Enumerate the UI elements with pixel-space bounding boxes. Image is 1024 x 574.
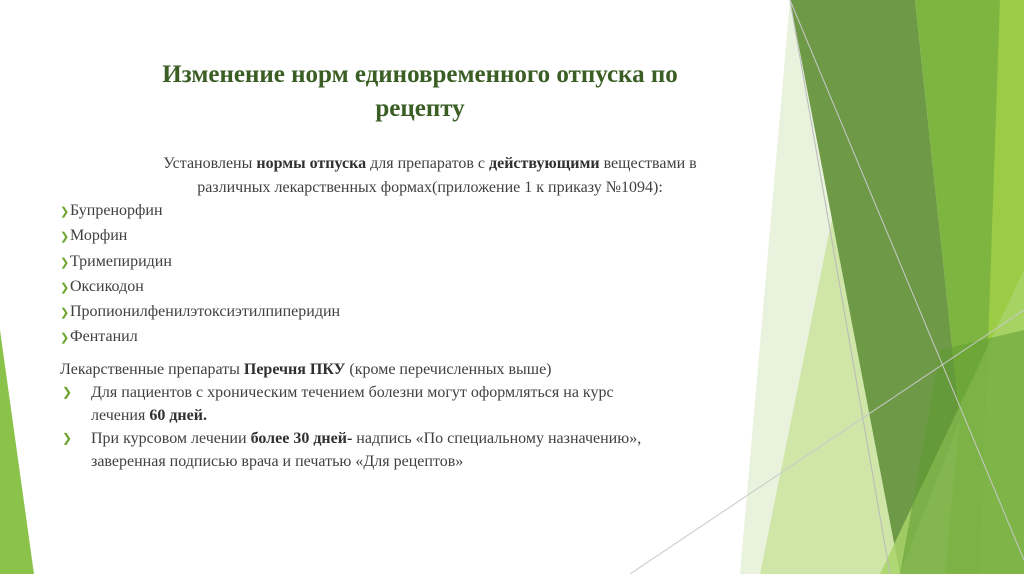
pku-paragraph	[60, 358, 552, 382]
pku-bullet-list	[60, 381, 780, 473]
list-item	[60, 427, 780, 473]
intro-text-1: Установлены	[163, 155, 257, 172]
list-item	[60, 275, 340, 300]
intro-paragraph	[60, 152, 800, 200]
bullet-2-line-1	[91, 427, 780, 450]
check-arrow-icon: ❯	[60, 231, 70, 244]
intro-text-3: веществами в	[599, 155, 697, 172]
substance-name: Морфин	[70, 227, 128, 245]
substance-name: Фентанил	[70, 328, 138, 346]
list-item	[60, 381, 780, 427]
list-item	[60, 199, 340, 224]
arrow-bullet-icon: ❯	[62, 431, 73, 445]
check-arrow-icon: ❯	[60, 281, 70, 294]
bullet-1-text: лечения	[91, 407, 150, 424]
arrow-bullet-icon: ❯	[62, 385, 73, 399]
bullet-1-line-2	[91, 404, 780, 427]
intro-text-2: для препаратов с	[366, 155, 490, 172]
substance-name: Пропионилфенилэтоксиэтилпиперидин	[70, 303, 341, 321]
slide-title-line-1: Изменение норм единовременного отпуска по	[162, 61, 678, 88]
intro-bold-1: нормы отпуска	[256, 155, 367, 172]
bullet-1-bold: 60 дней.	[149, 407, 207, 424]
list-item	[60, 224, 340, 249]
bullet-2-text-2: надпись «По специальному назначению»,	[352, 430, 642, 447]
pku-text-1: Лекарственные препараты	[60, 361, 244, 378]
bullet-2-bold: более 30 дней-	[250, 430, 353, 447]
list-item	[60, 300, 340, 325]
substance-list	[60, 199, 340, 351]
pku-text-2: (кроме перечисленных выше)	[345, 361, 552, 378]
intro-line-2: различных лекарственных формах(приложение 1 к приказу №1094):	[197, 179, 663, 196]
bullet-2-text-1: При курсовом лечении	[91, 430, 251, 447]
intro-line-1	[60, 152, 800, 176]
substance-name: Бупренорфин	[70, 202, 163, 219]
pku-bold: Перечня ПКУ	[243, 361, 346, 378]
bullet-2-line-2: заверенная подписью врача и печатью «Для рецептов»	[91, 453, 464, 470]
slide-title	[100, 58, 740, 126]
left-edge-accent	[0, 330, 34, 574]
substance-name: Тримепиридин	[70, 252, 172, 270]
intro-bold-2: действующими	[489, 155, 600, 172]
list-item	[60, 250, 340, 275]
check-arrow-icon: ❯	[60, 332, 70, 345]
slide-title-line-2: рецепту	[375, 95, 465, 122]
bullet-1-line-1: Для пациентов с хроническим течением болезни могут оформляться на курс	[91, 384, 614, 401]
check-arrow-icon: ❯	[60, 206, 70, 218]
substance-name: Оксикодон	[70, 277, 144, 295]
check-arrow-icon: ❯	[60, 256, 70, 269]
list-item	[60, 325, 340, 350]
check-arrow-icon: ❯	[60, 307, 70, 320]
